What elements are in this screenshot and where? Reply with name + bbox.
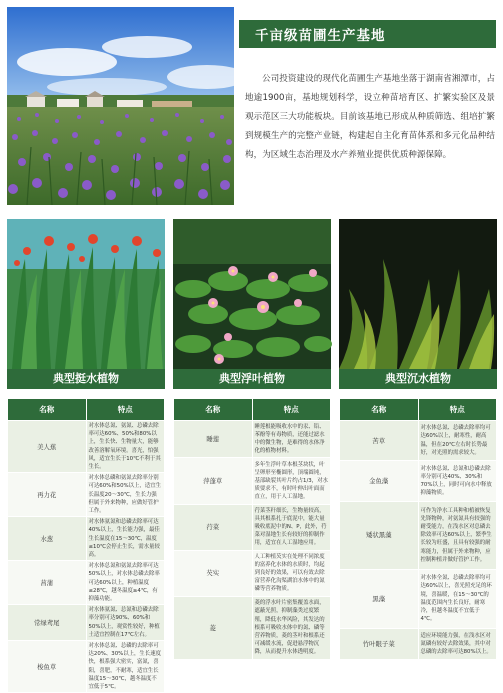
page-title: 千亩级苗圃生产基地 xyxy=(239,20,496,48)
table-row xyxy=(340,628,497,659)
table-row xyxy=(8,421,165,473)
plant-feature: 对水体总氮、总磷去除率均可达60%以上，耐寒性，耐高温，但在20℃左右时长势最好，对光照的需求较大。 xyxy=(418,421,497,461)
plant-name: 睡莲 xyxy=(174,421,253,458)
plant-feature: 对水体总氮、总磷的去除率可达20%、30%以上，生长速度快，根系强大密实，富氮，喜阳，喜肥，不耐寒，适宜生长温度15～30℃，越冬温度不宜低于5℃。 xyxy=(86,641,165,693)
column-header-feature: 特点 xyxy=(252,399,331,421)
table-row xyxy=(174,421,331,458)
plant-name: 常绿鸢尾 xyxy=(8,605,87,641)
table-row xyxy=(8,641,165,693)
floating-leaf-plant-photo xyxy=(173,219,331,369)
table-row xyxy=(8,561,165,605)
plant-name: 水葱 xyxy=(8,517,87,561)
plant-feature: 菱的浮水叶片密集覆盖水面，遮蔽光照，抑制藻类过度繁殖，降低水华风险，其发达的根系可吸收水体中的氮、磷等营养物质，菱的茎叶和根系还可减缓水流，促进悬浮物沉降，从而提升水体透明度。 xyxy=(252,596,331,659)
plant-name: 荇菜 xyxy=(174,504,253,550)
table-row xyxy=(340,461,497,501)
floating-leaf-plants-heading: 典型浮叶植物 xyxy=(173,369,331,389)
plant-name: 金鱼藻 xyxy=(340,461,419,501)
plant-feature: 对水体氨氮、总氮和总磷去除率分别可达90%、60%和50%以上，观赏性较好，种植土适宜控制在17℃左右。 xyxy=(86,605,165,641)
plant-name: 再力花 xyxy=(8,473,87,517)
table-row xyxy=(340,501,497,569)
plant-name: 菱 xyxy=(174,596,253,659)
plant-feature: 可作为净水工具种和植被恢复先锋物种，对氨氮具有较强的耐受能力，在浅水区对总磷去除效率可达60%以上，繁季生长较为旺盛，且具有较强的耐寒能力，但属于外来物种，应控制种植并做好管护工作。 xyxy=(418,501,497,569)
plant-feature: 多年生浮叶草本根茎块状，叶呈卵形至椭圆形，顶端圆钝，基部缺裂其叶片约占1/3，对水质要求不，有时叶伸出叶面而直立，用于人工湿地。 xyxy=(252,458,331,504)
plant-name: 黑藻 xyxy=(340,569,419,628)
plant-feature: 对水体氨氮和总磷去除率可达40%以上，生长能力强，最佳生长温度在15～30℃，温度≤10℃会停止生长，需水量较高。 xyxy=(86,517,165,561)
plant-name: 苦草 xyxy=(340,421,419,461)
emergent-plants-table xyxy=(7,398,165,693)
table-row xyxy=(174,504,331,550)
plant-name: 矮状黑藻 xyxy=(340,501,419,569)
column-header-name: 名称 xyxy=(174,399,253,421)
table-row xyxy=(8,473,165,517)
column-header-feature: 特点 xyxy=(418,399,497,421)
intro-paragraph: 公司投资建设的现代化苗圃生产基地坐落于湖南省湘潭市，占地逾1900亩，基地规划科学，设立种苗培育区、扩繁实验区及景观示范区三大功能板块。目前该基地已形成从种质筛选、组培扩繁到规模生产的完整产业链，构建起自主化育苗体系和多元化品种结构，为区域生态治理及水产养殖业提供优质种源保障。 xyxy=(245,74,495,160)
table-row xyxy=(340,421,497,461)
plant-feature: 荇菜茎秆细长，生物量较高，具其根系扎于底泥中，能大量吸收底泥中的N、P，此外，荇菜对湿地生长有较好的抑制作用，适宜在人工湿地应用。 xyxy=(252,504,331,550)
hero-nursery-photo xyxy=(7,7,234,205)
plant-feature: 对水体总氮和氨氮去除率可达50%以上，对水体总磷去除率可达60%以上，种植温度≤28℃，越冬温度≥4℃，有抑藻功能。 xyxy=(86,561,165,605)
plant-name: 芡实 xyxy=(174,550,253,596)
column-header-name: 名称 xyxy=(8,399,87,421)
plant-feature: 睡莲根能吸收水中的汞、铅、苯酚等有毒物质，还能过滤水中的微生物，是难得的水体净化的植物材料。 xyxy=(252,421,331,458)
plant-name: 美人蕉 xyxy=(8,421,87,473)
table-row xyxy=(8,605,165,641)
table-row xyxy=(174,458,331,504)
submerged-plants-heading: 典型沉水植物 xyxy=(339,369,497,389)
plant-name: 菖蒲 xyxy=(8,561,87,605)
column-header-feature: 特点 xyxy=(86,399,165,421)
plant-feature: 人工种植芡实在处理不同浓度的富养化水体的水质时，均起到良好的效果，可以有效去除富营养化沟渠湖泊水体中的氮磷等营养物质。 xyxy=(252,550,331,596)
plant-name: 萍蓬草 xyxy=(174,458,253,504)
plant-feature: 适应环境能力强，在浅水区对氮磷有较好去除效果，其中对总磷的去除率可达80%以上。 xyxy=(418,628,497,659)
table-row xyxy=(8,517,165,561)
plant-feature: 对水体总氮、氨氮、总磷去除率可达60%、50%和80%以上，生长快、生物量大，能够改善溶解氧环境。喜光，怕强风，适宜生长于10℃不利于其生长。 xyxy=(86,421,165,473)
emergent-plants-heading: 典型挺水植物 xyxy=(7,369,165,389)
floating-leaf-plants-table xyxy=(173,398,331,660)
table-row xyxy=(174,596,331,659)
table-row xyxy=(174,550,331,596)
emergent-plant-photo xyxy=(7,219,165,369)
column-header-name: 名称 xyxy=(340,399,419,421)
submerged-plant-photo xyxy=(339,219,497,369)
plant-name: 梭鱼草 xyxy=(8,641,87,693)
plant-feature: 对水体全氮、总磷去除率均可达60%以上，喜光照充足的环境，喜温暖，在15～30℃的温度范围内生长良好，耐寒冷，但越冬温度不宜低于4℃。 xyxy=(418,569,497,628)
plant-feature: 对水体总磷和氨氮去除率分别可达60%和50%以上，适宜生长温度20～30℃，生长力强但属于外来物种，应做好管护工作。 xyxy=(86,473,165,517)
plant-name: 竹叶眼子菜 xyxy=(340,628,419,659)
submerged-plants-table xyxy=(339,398,497,660)
table-row xyxy=(340,569,497,628)
plant-feature: 对水体总氮、总氮和总磷去除率分别可达40%、30%和70%以上，同时可向水中释放抑藻物质。 xyxy=(418,461,497,501)
